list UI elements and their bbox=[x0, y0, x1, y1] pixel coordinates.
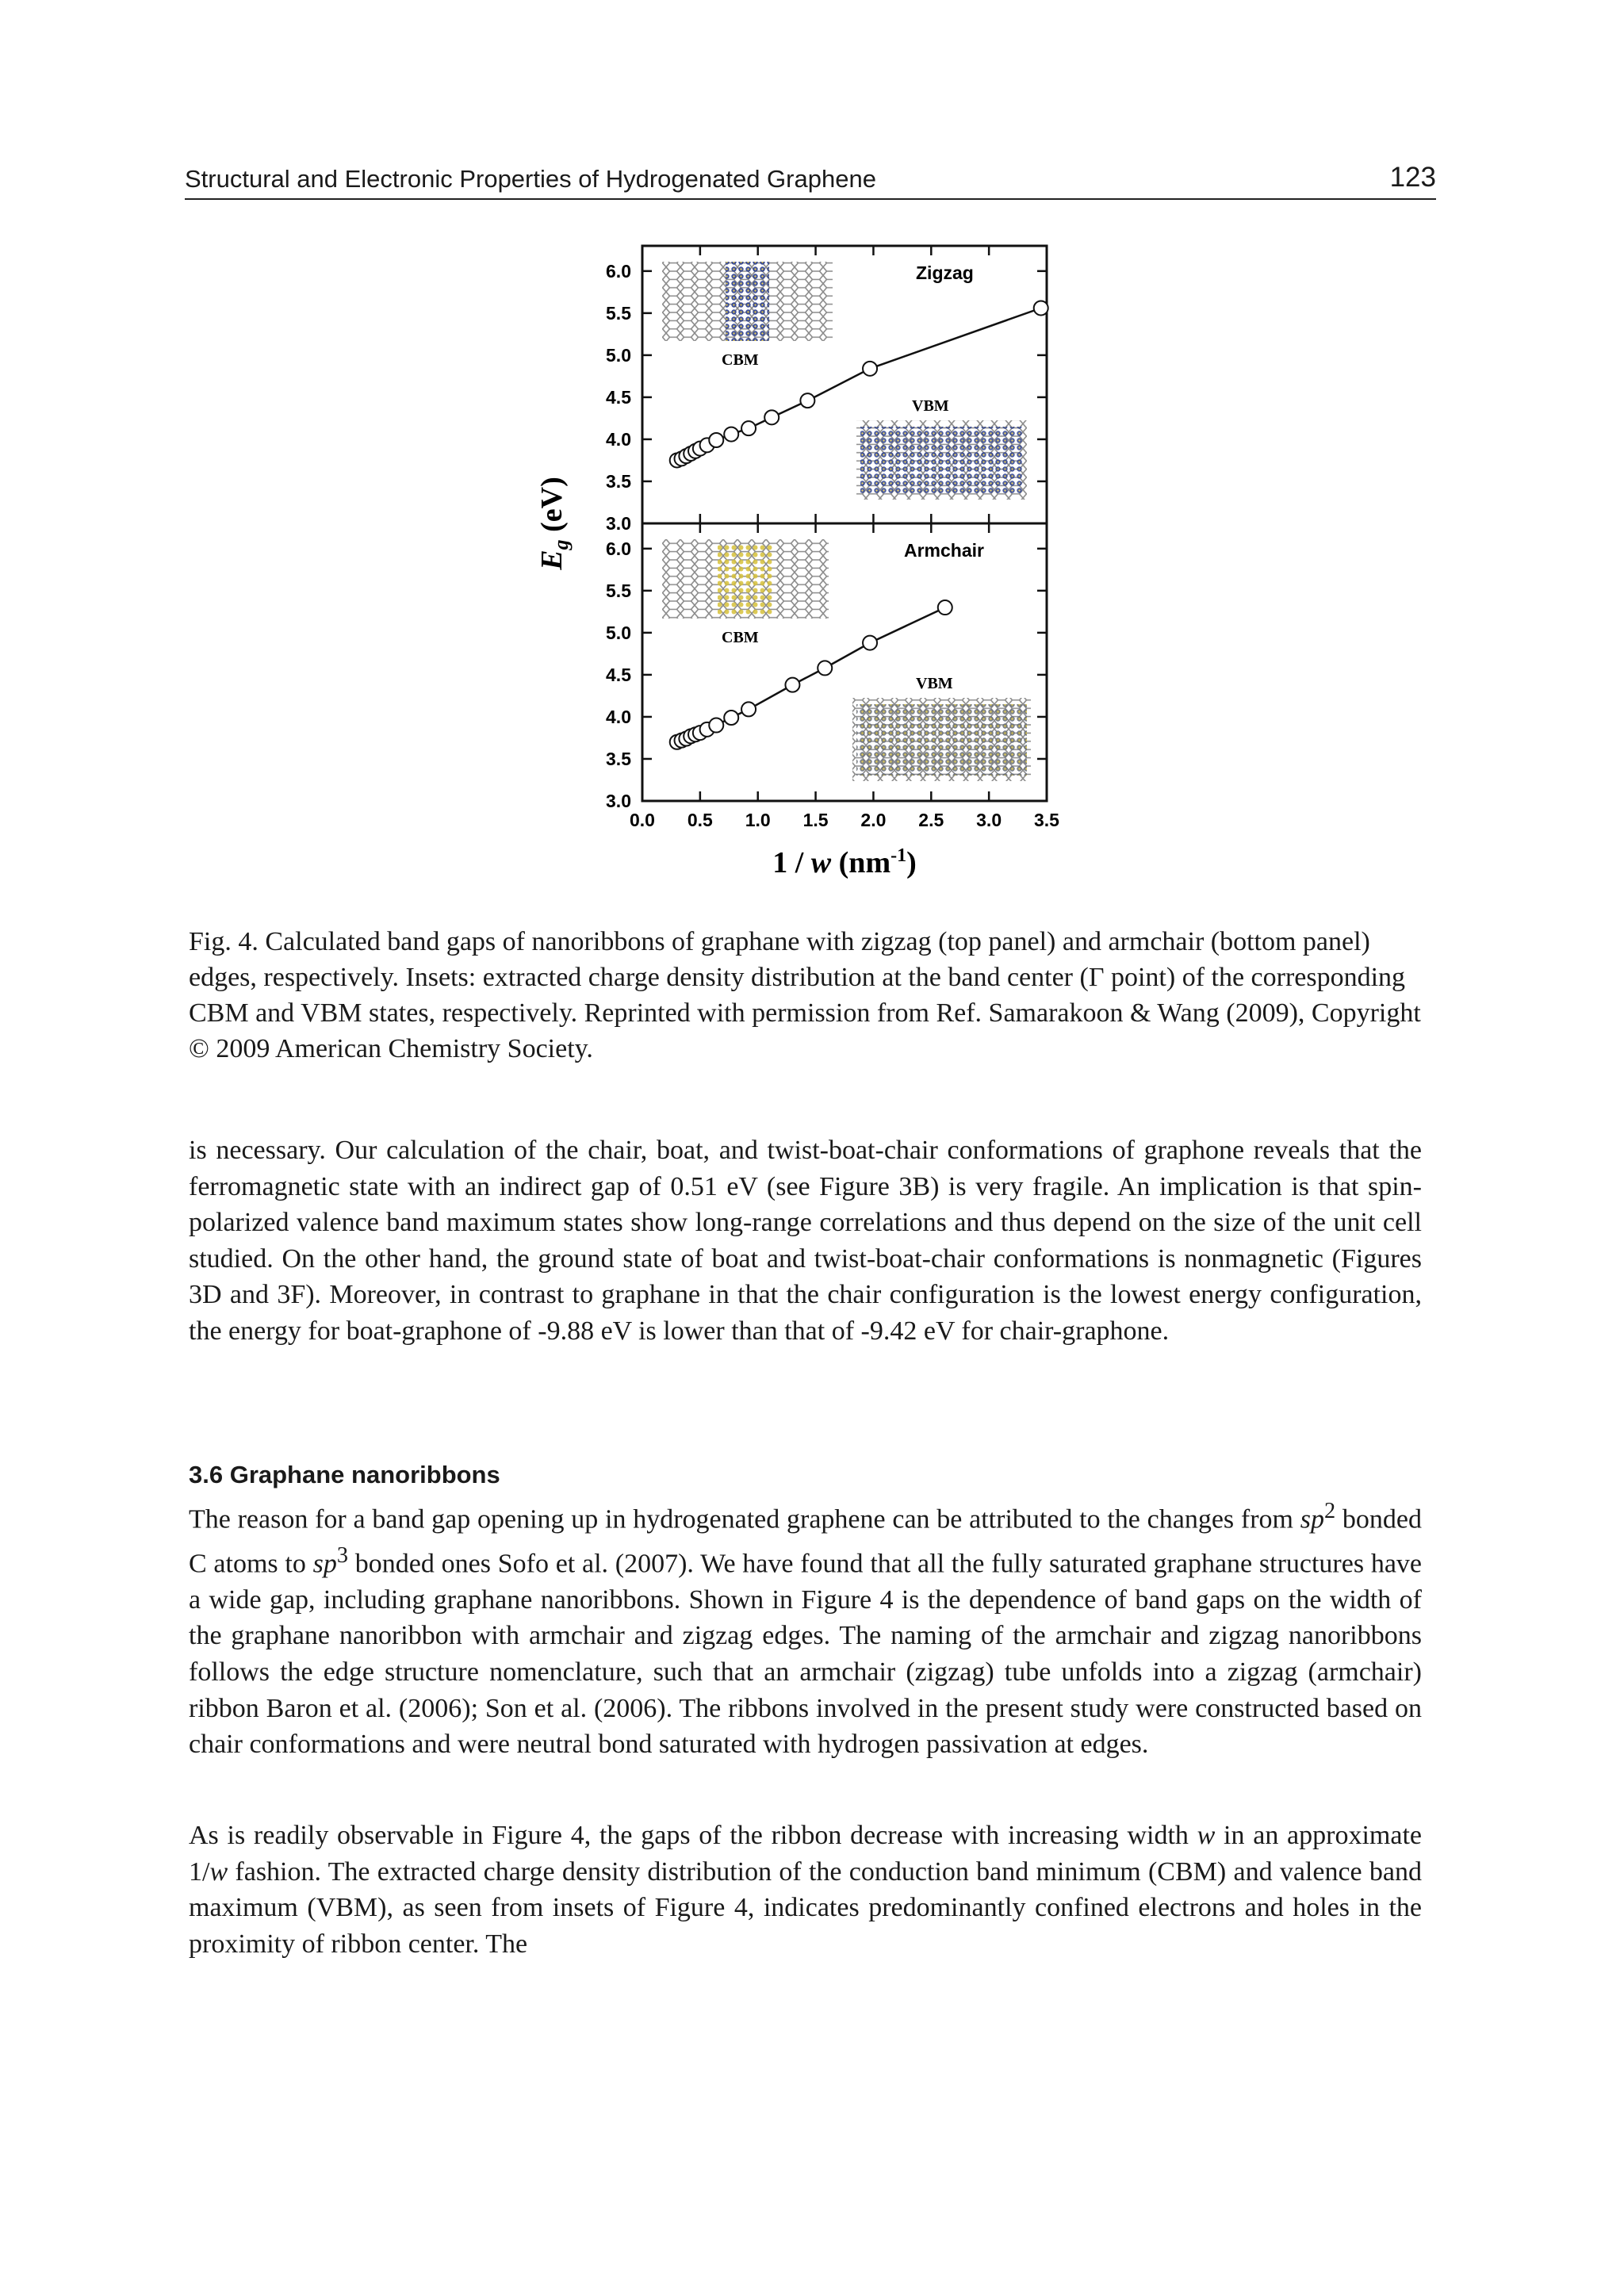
zigzag-vbm-label: VBM bbox=[912, 397, 949, 415]
p2-math-sp-b: sp bbox=[312, 1549, 337, 1579]
x-tick-label: 3.5 bbox=[1034, 810, 1059, 830]
x-tick-label: 0.5 bbox=[687, 810, 713, 830]
armchair-cbm-label: CBM bbox=[722, 629, 759, 646]
y-axis-symbol: E bbox=[535, 550, 569, 570]
armchair-data-point bbox=[938, 600, 952, 615]
armchair-vbm-inset bbox=[852, 675, 1031, 781]
p2-sup-2: 2 bbox=[1323, 1499, 1336, 1523]
x-axis-unit: (nm bbox=[831, 846, 891, 879]
x-axis-variable: w bbox=[810, 846, 832, 879]
zigzag-data-point bbox=[764, 410, 779, 424]
armchair-panel-title: Armchair bbox=[904, 540, 984, 561]
armchair-y-tick-label: 4.0 bbox=[606, 706, 631, 727]
armchair-data-point bbox=[863, 636, 877, 650]
zigzag-data-point bbox=[741, 421, 756, 435]
zigzag-y-tick-label: 5.0 bbox=[606, 344, 631, 366]
zigzag-y-tick-labels bbox=[606, 261, 631, 534]
page-number: 123 bbox=[1389, 162, 1436, 193]
armchair-y-tick-label: 3.5 bbox=[606, 748, 631, 769]
p3-math-w-b: w bbox=[209, 1856, 228, 1887]
running-head bbox=[185, 157, 1436, 200]
zigzag-vbm-inset bbox=[856, 397, 1027, 500]
armchair-y-tick-labels bbox=[606, 538, 631, 811]
x-axis-title bbox=[772, 845, 917, 879]
armchair-data-point bbox=[724, 711, 738, 725]
zigzag-y-tick-label: 4.0 bbox=[606, 428, 631, 450]
armchair-vbm-label: VBM bbox=[916, 675, 953, 692]
y-axis-title bbox=[535, 477, 573, 570]
zigzag-y-tick-label: 3.0 bbox=[606, 513, 631, 534]
y-axis-unit: (eV) bbox=[535, 477, 569, 540]
x-tick-label: 2.0 bbox=[860, 810, 887, 830]
zigzag-data-point bbox=[709, 433, 723, 447]
zigzag-cbm-label: CBM bbox=[722, 351, 759, 369]
armchair-y-tick-label: 5.5 bbox=[606, 580, 631, 601]
running-title: Structural and Electronic Properties of Hydrogenated Graphene bbox=[185, 165, 876, 193]
armchair-y-tick-label: 4.5 bbox=[606, 664, 631, 685]
armchair-data-point bbox=[741, 702, 756, 716]
armchair-data-point bbox=[818, 661, 832, 675]
p3-text-2: in an approximate 1/ bbox=[189, 1821, 1422, 1887]
armchair-data-point bbox=[785, 678, 799, 692]
p3-math-w-a: w bbox=[1197, 1821, 1216, 1850]
paragraph-1: is necessary. Our calculation of the chair, boat, and twist-boat-chair conformations of graphone reveals that the ferromagnetic state with an indirect gap of 0.51 eV (see Figure 3B) is very fragile. An implication is that spin-polarized valence band maximum states show long-range correlations and thus depend on the size of the unit cell studied. On the other hand, the ground state of boat and twist-boat-chair conformations is nonmagnetic (Figures 3D and 3F). Moreover, in contrast to graphane in that the chair configuration is the lowest energy configuration, the energy for boat-graphone of -9.88 eV is lower than that of -9.42 eV for chair-graphone. bbox=[189, 1136, 1422, 1346]
armchair-y-tick-label: 5.0 bbox=[606, 622, 631, 643]
zigzag-panel-title: Zigzag bbox=[916, 262, 974, 283]
x-axis-prefix: 1 / bbox=[772, 846, 811, 879]
p3-text-3: fashion. The extracted charge density distribution of the conduction band minimum (CBM) and valence band maximum (VBM), as seen from insets of Figure 4, indicates predominantly confined electrons and holes in the proximity of ribbon center. The bbox=[189, 1856, 1422, 1959]
p2-text-2: bonded C atoms to bbox=[189, 1504, 1422, 1579]
band-gap-figure bbox=[523, 230, 1078, 904]
zigzag-data-point bbox=[1034, 301, 1048, 315]
zigzag-y-tick-label: 3.5 bbox=[606, 470, 631, 492]
figure-caption: Fig. 4. Calculated band gaps of nanoribbons of graphane with zigzag (top panel) and armchair (bottom panel) edges, respectively. Insets: extracted charge density distribution at the band center (Γ point) of the corresponding CBM and VBM states, respectively. Reprinted with permission from Ref. Samarakoon & Wang (2009), Copyright © 2009 American Chemistry Society. bbox=[189, 927, 1421, 1063]
p2-sup-3: 3 bbox=[336, 1542, 349, 1568]
x-axis-close: ) bbox=[906, 846, 917, 879]
p2-text-1: The reason for a band gap opening up in hydrogenated graphene can be attributed to the changes from bbox=[189, 1504, 1300, 1534]
x-tick-label: 2.5 bbox=[918, 810, 944, 830]
armchair-y-tick-label: 3.0 bbox=[606, 791, 631, 811]
armchair-y-tick-label: 6.0 bbox=[606, 538, 631, 559]
x-tick-label: 1.5 bbox=[802, 810, 829, 830]
armchair-cbm-inset bbox=[662, 539, 829, 646]
x-axis-exponent: -1 bbox=[891, 845, 907, 866]
armchair-data-point bbox=[709, 718, 723, 733]
paragraph-2 bbox=[189, 1493, 1422, 1763]
zigzag-data-point bbox=[724, 427, 738, 442]
zigzag-y-tick-label: 5.5 bbox=[606, 302, 631, 324]
x-tick-labels bbox=[630, 810, 1059, 830]
zigzag-panel bbox=[606, 246, 1048, 534]
x-tick-label: 3.0 bbox=[976, 810, 1002, 830]
zigzag-cbm-inset bbox=[662, 262, 833, 369]
paragraph-3 bbox=[189, 1818, 1422, 1962]
p3-text-1: As is readily observable in Figure 4, the gaps of the ribbon decrease with increasing width bbox=[189, 1821, 1197, 1850]
zigzag-data-point bbox=[800, 393, 814, 408]
x-tick-label: 1.0 bbox=[745, 810, 771, 830]
armchair-panel bbox=[606, 523, 1047, 811]
zigzag-data-point bbox=[863, 362, 877, 376]
p2-text-3: bonded ones Sofo et al. (2007). We have found that all the fully saturated graphane structures have a wide gap, including graphane nanoribbons. Shown in Figure 4 is the dependence of band gaps on the width of the graphane nanoribbon with armchair and zigzag edges. The naming of the armchair and zigzag nanoribbons follows the edge structure nomenclature, such that an armchair (zigzag) tube unfolds into a zigzag (armchair) ribbon Baron et al. (2006); Son et al. (2006). The ribbons involved in the present study were constructed based on chair conformations and were neutral bond saturated with hydrogen passivation at edges. bbox=[189, 1549, 1423, 1760]
section-heading: 3.6 Graphane nanoribbons bbox=[189, 1461, 500, 1488]
p2-math-sp-a: sp bbox=[1300, 1504, 1324, 1534]
y-axis-subscript: g bbox=[550, 539, 573, 550]
zigzag-y-tick-label: 6.0 bbox=[606, 260, 631, 282]
x-tick-label: 0.0 bbox=[630, 810, 655, 830]
zigzag-y-tick-label: 4.5 bbox=[606, 386, 631, 408]
